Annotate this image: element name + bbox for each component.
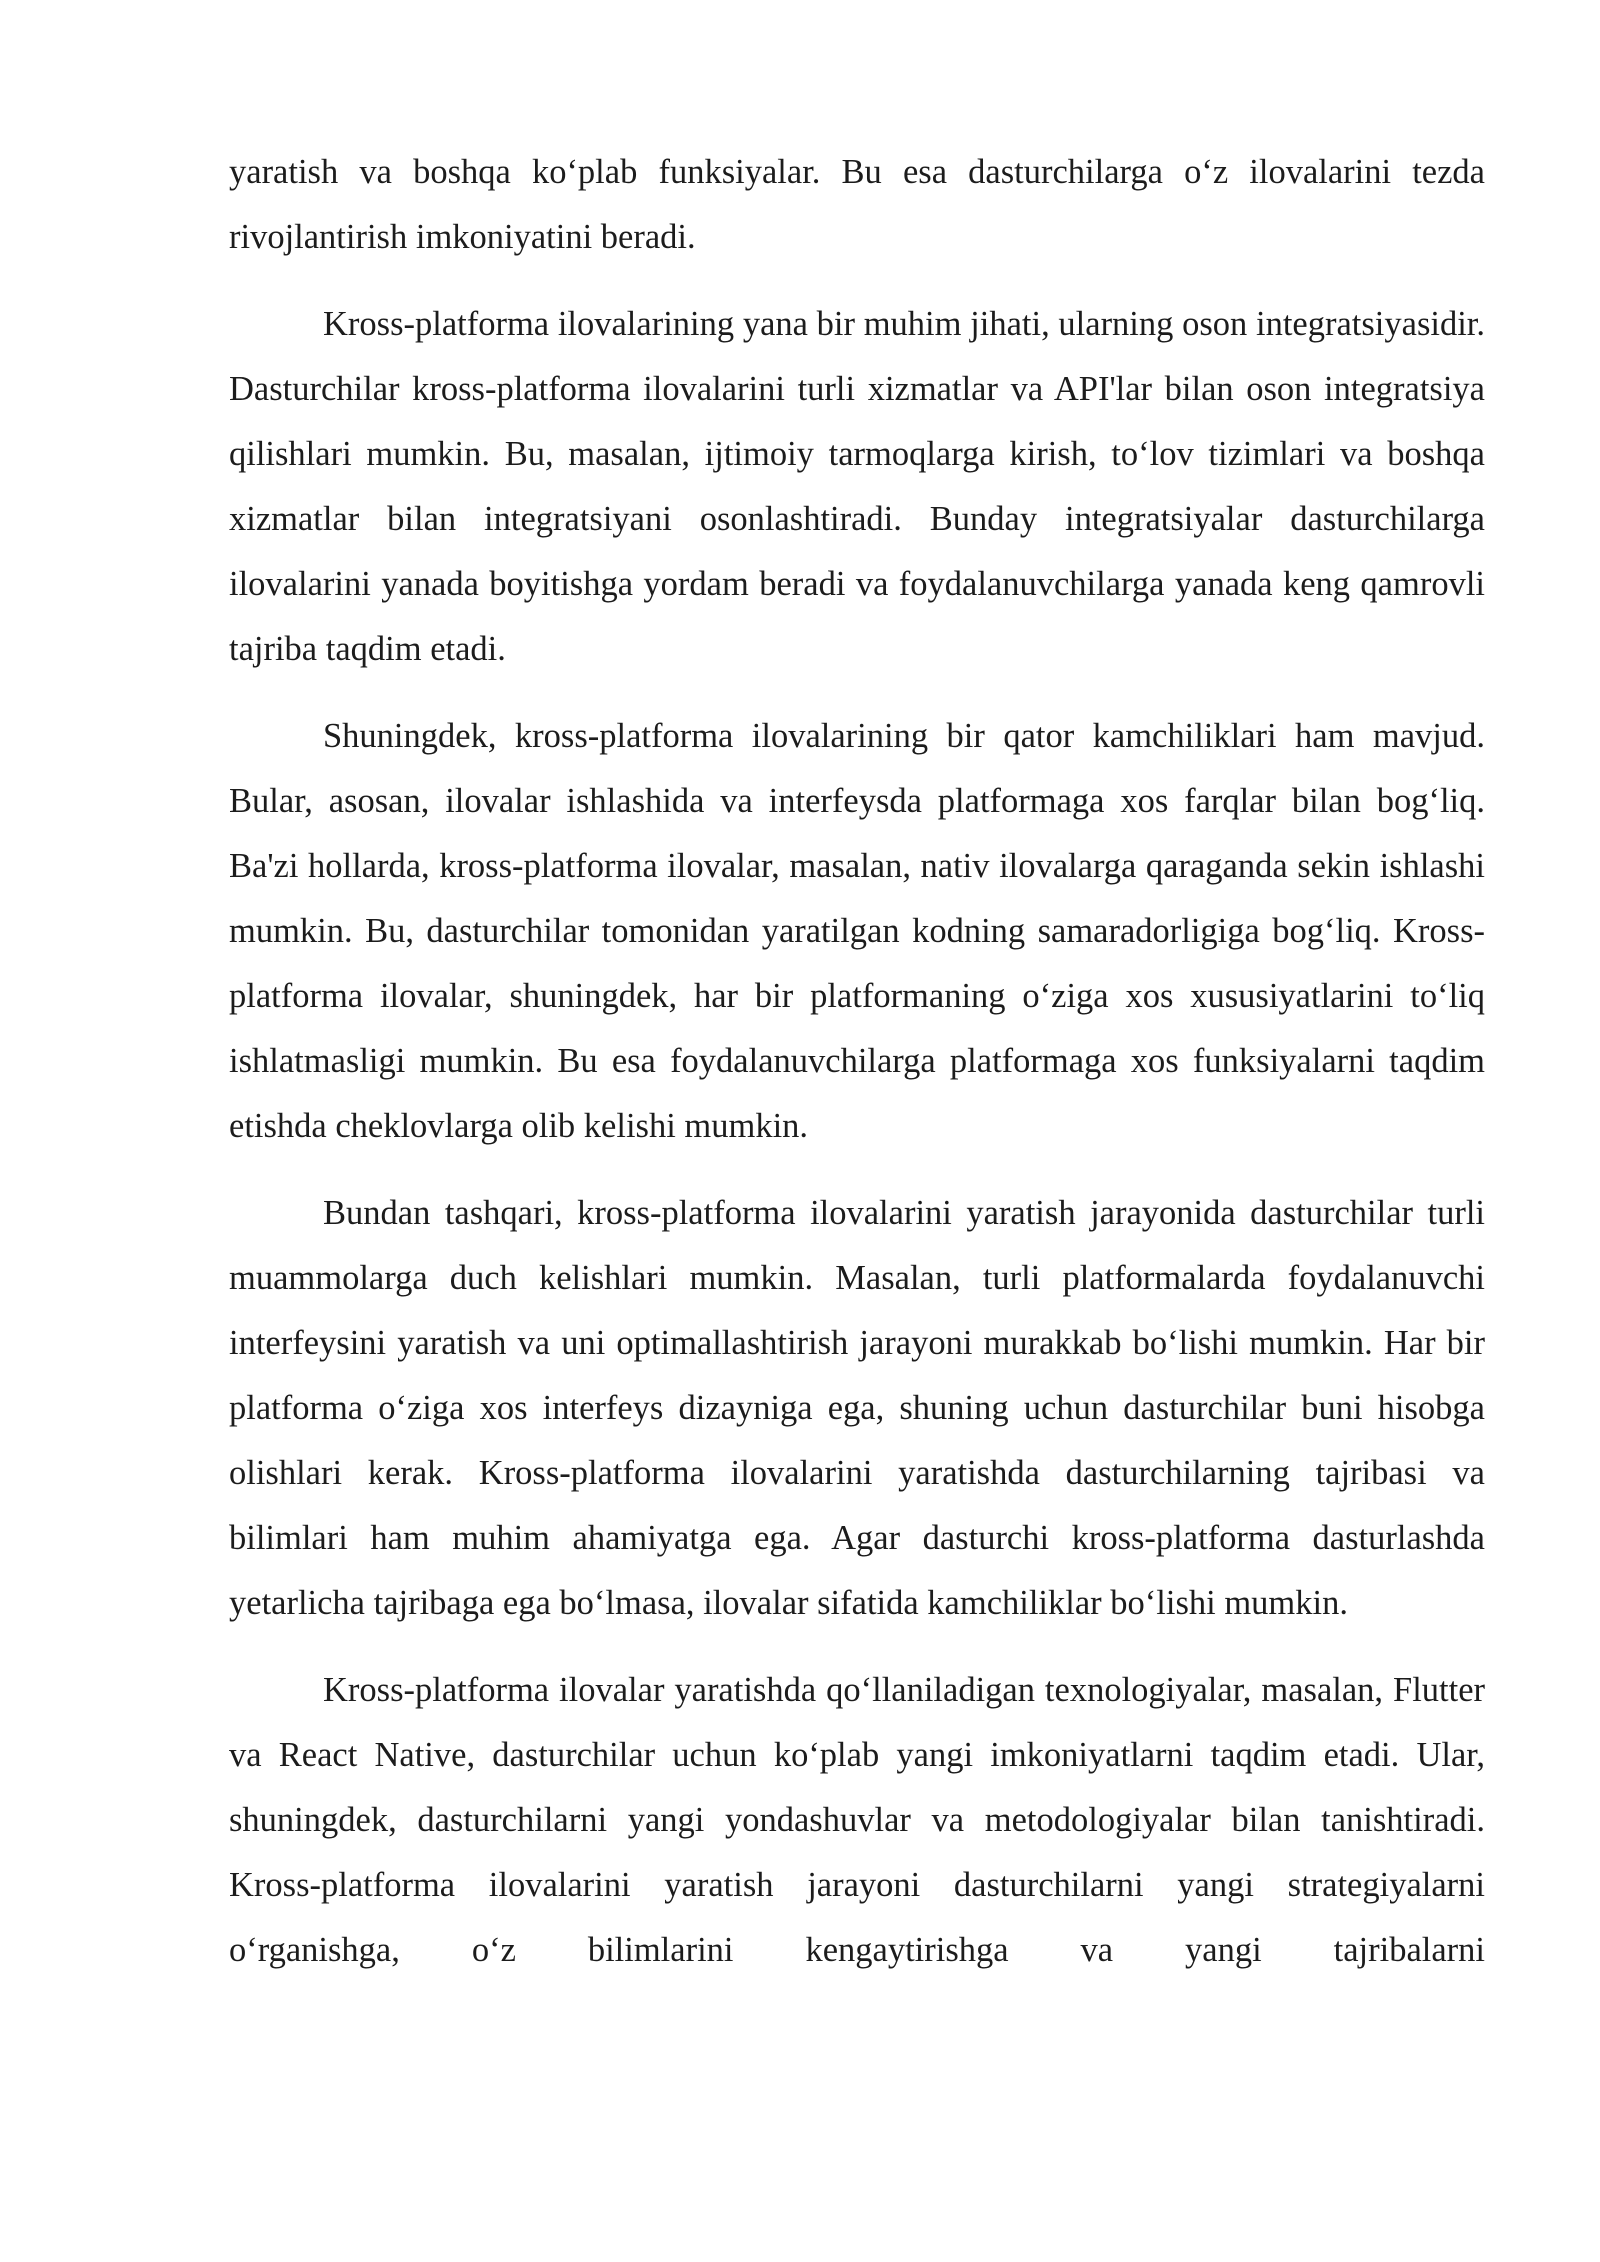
paragraph-1: yaratish va boshqa ko‘plab funksiyalar. Bu esa dasturchilarga o‘z ilovalarini tezda rivojlantirish imkoniyatini beradi. [229, 153, 1485, 256]
document-body [229, 140, 1485, 2005]
paragraph-4: Bundan tashqari, kross-platforma ilovalarini yaratish jarayonida dasturchilar turli muammolarga duch kelishlari mumkin. Masalan, turli platformalarda foydalanuvchi interfeysini yaratish va uni optimallashtirish jarayoni murakkab bo‘lishi mumkin. Har bir platforma o‘ziga xos interfeys dizayniga ega, shuning uchun dasturchilar buni hisobga olishlari kerak. Kross-platforma ilovalarini yaratishda dasturchilarning tajribasi va bilimlari ham muhim ahamiyatga ega. Agar dasturchi kross-platforma dasturlashda yetarlicha tajribaga ega bo‘lmasa, ilovalar sifatida kamchiliklar bo‘lishi mumkin. [229, 1194, 1485, 1622]
paragraph-3: Shuningdek, kross-platforma ilovalarining bir qator kamchiliklari ham mavjud. Bular, asosan, ilovalar ishlashida va interfeysda platformaga xos farqlar bilan bog‘liq. Ba'zi hollarda, kross-platforma ilovalar, masalan, nativ ilovalarga qaraganda sekin ishlashi mumkin. Bu, dasturchilar tomonidan yaratilgan kodning samaradorligiga bog‘liq. Kross-platforma ilovalar, shuningdek, har bir platformaning o‘ziga xos xususiyatlarini to‘liq ishlatmasligi mumkin. Bu esa foydalanuvchilarga platformaga xos funksiyalarni taqdim etishda cheklovlarga olib kelishi mumkin. [229, 717, 1485, 1145]
paragraph-2: Kross-platforma ilovalarining yana bir muhim jihati, ularning oson integratsiyasidir. Dasturchilar kross-platforma ilovalarini turli xizmatlar va API'lar bilan oson integratsiya qilishlari mumkin. Bu, masalan, ijtimoiy tarmoqlarga kirish, to‘lov tizimlari va boshqa xizmatlar bilan integratsiyani osonlashtiradi. Bunday integratsiyalar dasturchilarga ilovalarini yanada boyitishga yordam beradi va foydalanuvchilarga yanada keng qamrovli tajriba taqdim etadi. [229, 305, 1485, 668]
paragraph-5: Kross-platforma ilovalar yaratishda qo‘llaniladigan texnologiyalar, masalan, Flutter va React Native, dasturchilar uchun ko‘plab yangi imkoniyatlarni taqdim etadi. Ular, shuningdek, dasturchilarni yangi yondashuvlar va metodologiyalar bilan tanishtiradi. Kross-platforma ilovalarini yaratish jarayoni dasturchilarni yangi strategiyalarni o‘rganishga, o‘z bilimlarini kengaytirishga va yangi tajribalarni [229, 1671, 1485, 1969]
